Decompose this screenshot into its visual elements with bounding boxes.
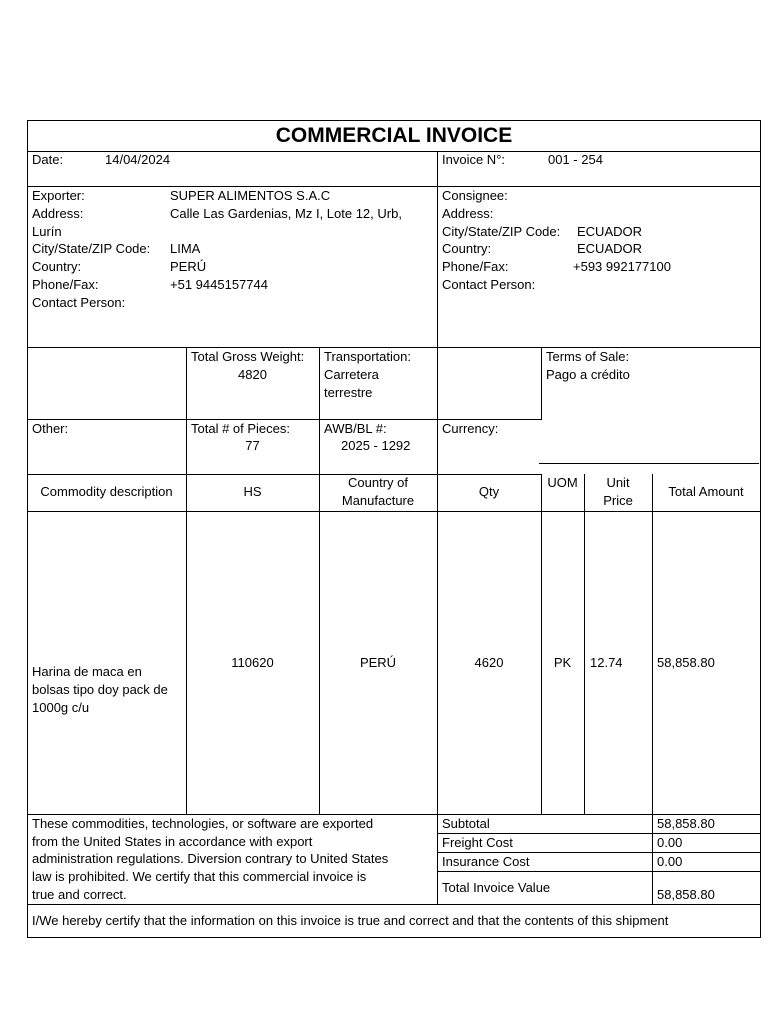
disclaimer-line-1: These commodities, technologies, or software are exported: [32, 816, 374, 831]
pieces-label: Total # of Pieces:: [191, 421, 290, 436]
terms-of-sale-label: Terms of Sale:: [546, 349, 630, 364]
consignee-phone-label: Phone/Fax:: [442, 259, 509, 274]
header-hs: HS: [243, 484, 262, 499]
total-invoice-value: 58,858.80: [657, 887, 715, 902]
item-unit-price: 12.74: [590, 655, 623, 670]
exporter-country-label: Country:: [32, 259, 82, 274]
header-total-amount: Total Amount: [668, 484, 744, 499]
total-invoice-label: Total Invoice Value: [442, 880, 551, 895]
item-country: PERÚ: [359, 655, 397, 670]
consignee-address-label: Address:: [442, 206, 494, 221]
gross-weight-value: 4820: [238, 367, 267, 382]
terms-of-sale-value: Pago a crédito: [546, 367, 630, 382]
transportation-value-line-1: Carretera: [324, 367, 379, 382]
consignee-phone-value: +593 992177100: [573, 259, 671, 274]
exporter-label: Exporter:: [32, 188, 85, 203]
header-unit-price-line-2: Price: [603, 493, 633, 508]
consignee-label: Consignee:: [442, 188, 508, 203]
exporter-phone-value: +51 9445157744: [170, 277, 268, 292]
awb-value: 2025 - 1292: [341, 438, 411, 453]
awb-label: AWB/BL #:: [324, 421, 387, 436]
exporter-address-label: Address:: [32, 206, 84, 221]
item-uom: PK: [553, 655, 572, 670]
other-label: Other:: [32, 421, 69, 436]
invoice-number-label: Invoice N°:: [442, 152, 506, 167]
transportation-value-line-2: terrestre: [324, 385, 373, 400]
header-description: Commodity description: [40, 484, 173, 499]
item-total: 58,858.80: [657, 655, 715, 670]
exporter-value: SUPER ALIMENTOS S.A.C: [170, 188, 331, 203]
consignee-city-value: ECUADOR: [577, 224, 643, 239]
subtotal-label: Subtotal: [442, 816, 490, 831]
header-qty: Qty: [478, 484, 500, 499]
subtotal-value: 58,858.80: [657, 816, 715, 831]
consignee-contact-label: Contact Person:: [442, 277, 536, 292]
consignee-country-label: Country:: [442, 241, 492, 256]
item-description-line-1: Harina de maca en: [32, 664, 142, 679]
disclaimer-line-4: law is prohibited. We certify that this commercial invoice is: [32, 869, 367, 884]
date-value: 14/04/2024: [105, 152, 171, 167]
consignee-city-label: City/State/ZIP Code:: [442, 224, 561, 239]
insurance-label: Insurance Cost: [442, 854, 530, 869]
pieces-value: 77: [245, 438, 260, 453]
exporter-city-value: LIMA: [170, 241, 201, 256]
item-description-line-3: 1000g c/u: [32, 700, 90, 715]
currency-label: Currency:: [442, 421, 499, 436]
certification-text: I/We hereby certify that the information on this invoice is true and correct and that the contents of this shipment: [32, 913, 669, 928]
exporter-address-continued: Lurín: [32, 224, 62, 239]
disclaimer-line-3: administration regulations. Diversion contrary to United States: [32, 851, 389, 866]
exporter-phone-label: Phone/Fax:: [32, 277, 99, 292]
exporter-address-value: Calle Las Gardenias, Mz I, Lote 12, Urb,: [170, 206, 402, 221]
header-country-line-1: Country of: [348, 475, 408, 490]
header-uom: UOM: [547, 475, 578, 490]
header-unit-price-line-1: Unit: [606, 475, 630, 490]
disclaimer-line-5: true and correct.: [32, 887, 127, 902]
invoice-number-value: 001 - 254: [548, 152, 603, 167]
freight-value: 0.00: [657, 835, 683, 850]
insurance-value: 0.00: [657, 854, 683, 869]
gross-weight-label: Total Gross Weight:: [191, 349, 305, 364]
transportation-label: Transportation:: [324, 349, 411, 364]
page-title: COMMERCIAL INVOICE: [275, 124, 513, 147]
consignee-country-value: ECUADOR: [577, 241, 643, 256]
item-description-line-2: bolsas tipo doy pack de: [32, 682, 168, 697]
freight-label: Freight Cost: [442, 835, 513, 850]
item-qty: 4620: [474, 655, 504, 670]
item-hs: 110620: [231, 655, 274, 670]
exporter-contact-label: Contact Person:: [32, 295, 126, 310]
disclaimer-line-2: from the United States in accordance with export: [32, 834, 313, 849]
exporter-city-label: City/State/ZIP Code:: [32, 241, 151, 256]
date-label: Date:: [32, 152, 64, 167]
header-country-line-2: Manufacture: [341, 493, 415, 508]
exporter-country-value: PERÚ: [170, 259, 207, 274]
